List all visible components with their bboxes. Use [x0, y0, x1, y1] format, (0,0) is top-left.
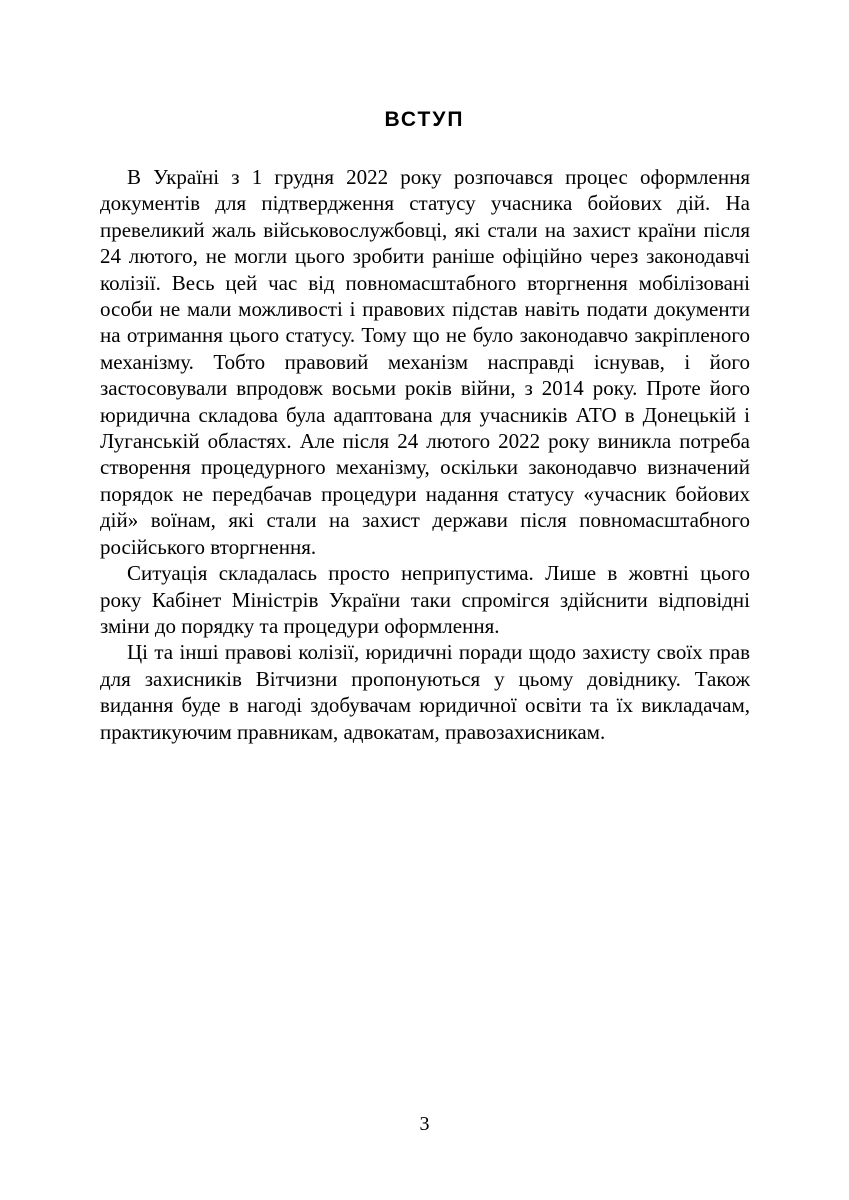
paragraph-2: Ситуація складалась просто неприпустима. Лише в жовтні цього року Кабінет Міністрів України таки спромігся здійснити відповідні зміни до порядку та процедури оформлення. [100, 561, 750, 638]
body-text [100, 164, 750, 745]
page-number: 3 [419, 1113, 430, 1135]
paragraph-1: В Україні з 1 грудня 2022 року розпочався процес оформлення документів для підтвердження статусу учасника бойових дій. На превеликий жаль військовослужбовці, які стали на захист країни після 24 лютого, не могли цього зробити раніше офіційно через законодавчі колізії. Весь цей час від повномасштабного вторгнення мобілізовані особи не мали можливості і правових підстав навіть подати документи на отримання цього статусу. Тому що не було законодавчо закріпленого механізму. Тобто правовий механізм насправді існував, і його застосовували впродовж восьми років війни, з 2014 року. Проте його юридична складова була адаптована для учасників АТО в Донецькій і Луганській областях. Але після 24 лютого 2022 року виникла потреба створення процедурного механізму, оскільки законодавчо визначений порядок не передбачав процедури надання статусу «учасник бойових дій» воїнам, які стали на захист держави після повномасштабного російського вторгнення. [100, 165, 750, 559]
paragraph-3: Ці та інші правові колізії, юридичні поради щодо захисту своїх прав для захисників Вітчизни пропонуються у цьому довіднику. Також видання буде в нагоді здобувачам юридичної освіти та їх викладачам, практикуючим правникам, адвокатам, правозахисникам. [100, 640, 750, 744]
section-heading: ВСТУП [384, 108, 465, 131]
